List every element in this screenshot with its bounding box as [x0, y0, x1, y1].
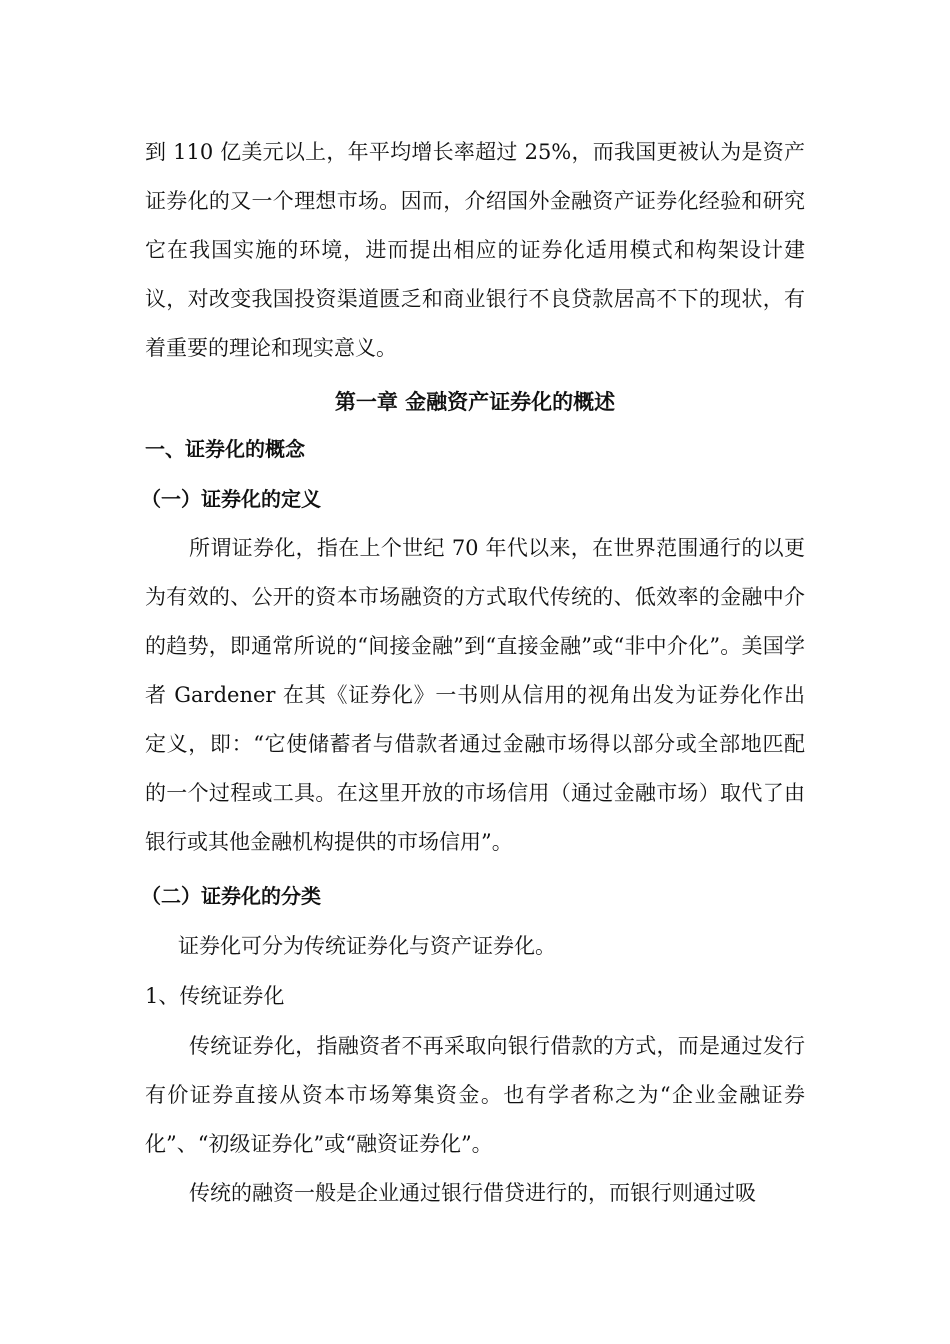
subsection-title-definition: （一）证券化的定义 — [141, 487, 321, 511]
classification-paragraph-block — [145, 922, 805, 971]
traditional-paragraph-2-block — [145, 1169, 805, 1218]
subsection-title-classification: （二）证券化的分类 — [141, 884, 321, 908]
traditional-paragraph-block — [145, 1022, 805, 1169]
classification-paragraph: 证券化可分为传统证券化与资产证券化。 — [178, 934, 556, 958]
item-title-traditional: 1、传统证券化 — [145, 984, 285, 1008]
intro-paragraph-block — [145, 128, 805, 373]
traditional-paragraph-2: 传统的融资一般是企业通过银行借贷进行的，而银行则通过吸 — [189, 1181, 756, 1205]
traditional-paragraph-1: 传统证券化，指融资者不再采取向银行借款的方式，而是通过发行有价证券直接从资本市场筹集资金。也有学者称之为“企业金融证券化”、“初级证券化”或“融资证券化”。 — [145, 1034, 805, 1156]
intro-paragraph: 到 110 亿美元以上，年平均增长率超过 25%，而我国更被认为是资产证券化的又一个理想市场。因而，介绍国外金融资产证券化经验和研究它在我国实施的环境，进而提出相应的证券化适用模式和构架设计建议，对改变我国投资渠道匮乏和商业银行不良贷款居高不下的现状，有着重要的理论和现实意义。 — [145, 140, 805, 360]
chapter-title: 第一章 金融资产证券化的概述 — [334, 390, 616, 414]
definition-paragraph: 所谓证券化，指在上个世纪 70 年代以来，在世界范围通行的以更为有效的、公开的资本市场融资的方式取代传统的、低效率的金融中介的趋势，即通常所说的“间接金融”到“直接金融”或“非中介化”。美国学者 Gardener 在其《证券化》一书则从信用的视角出发为证券化作出定义，即：“它使储蓄者与借款者通过金融市场得以部分或全部地匹配的一个过程或工具。在这里开放的市场信用（通过金融市场）取代了由银行或其他金融机构提供的市场信用”。 — [145, 536, 805, 854]
section-title: 一、证券化的概念 — [145, 437, 305, 461]
definition-paragraph-block — [145, 524, 805, 867]
